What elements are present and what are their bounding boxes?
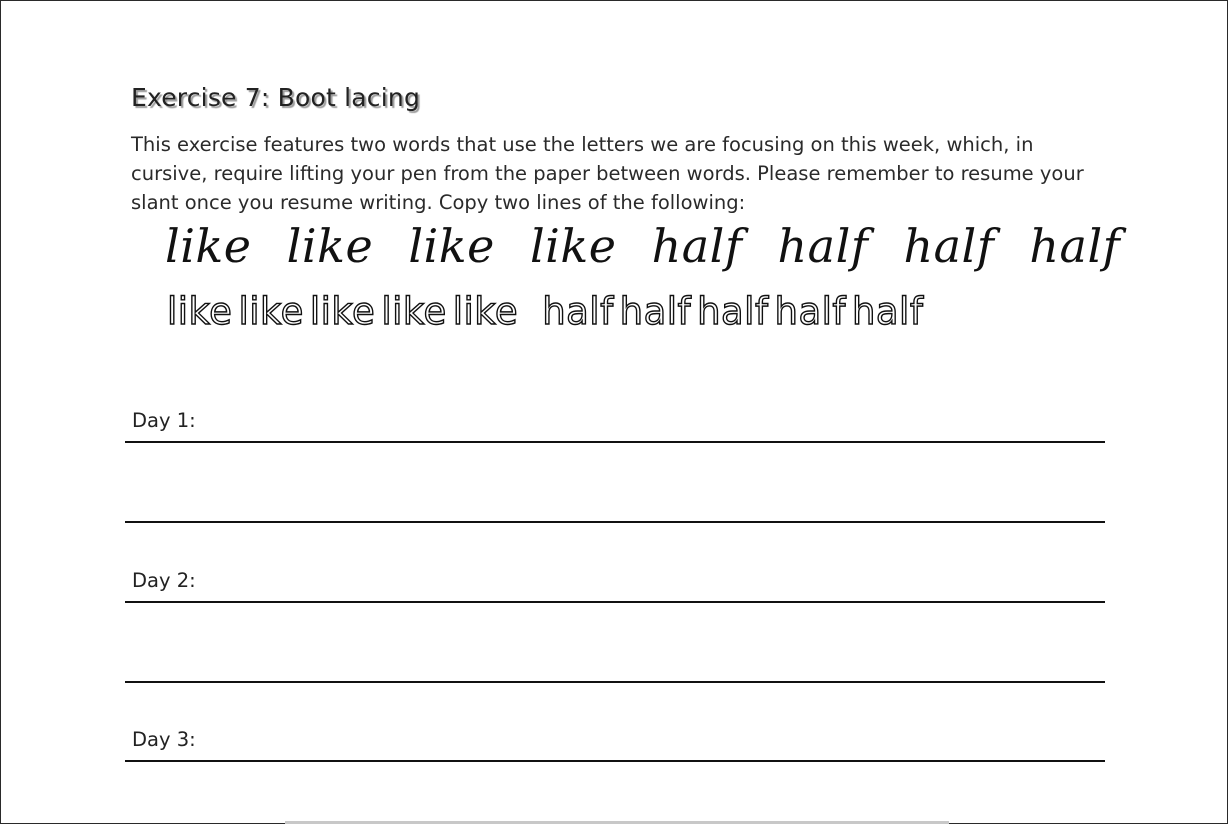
- day-1-label: Day 1:: [132, 409, 196, 432]
- day-1-writing-line: [125, 441, 1105, 443]
- cursive-word: half: [1029, 219, 1121, 273]
- print-word: half: [851, 290, 924, 333]
- day-3-writing-line: [125, 760, 1105, 762]
- print-word: like: [309, 290, 376, 333]
- cursive-word: like: [408, 219, 495, 273]
- cursive-model-line: [165, 219, 1140, 273]
- print-word: like: [238, 290, 304, 333]
- cursive-word: like: [165, 219, 252, 273]
- print-word: half: [774, 290, 846, 333]
- day-2-second-writing-line: [125, 681, 1105, 683]
- print-word: like: [381, 290, 447, 333]
- day-2-label: Day 2:: [132, 569, 196, 592]
- exercise-title: Exercise 7: Boot lacing: [131, 83, 421, 112]
- print-word: like: [452, 290, 519, 333]
- cursive-word: half: [651, 219, 743, 273]
- print-word: half: [619, 290, 692, 333]
- print-model-line: [167, 290, 929, 333]
- print-word: half: [697, 290, 769, 333]
- print-word: like: [167, 290, 233, 333]
- cursive-word: half: [903, 219, 995, 273]
- cursive-word: like: [529, 219, 617, 273]
- day-2-writing-line: [125, 601, 1105, 603]
- cursive-word: half: [777, 219, 869, 273]
- cursive-word: like: [286, 219, 374, 273]
- day-3-label: Day 3:: [132, 728, 196, 751]
- exercise-instructions: This exercise features two words that use the letters we are focusing on this week, which, in cursive, require lifting your pen from the paper between words. Please remember to resume your slant once you resume writing. Copy two lines of the following:: [131, 133, 1084, 214]
- day-1-second-writing-line: [125, 521, 1105, 523]
- print-word: half: [542, 290, 614, 333]
